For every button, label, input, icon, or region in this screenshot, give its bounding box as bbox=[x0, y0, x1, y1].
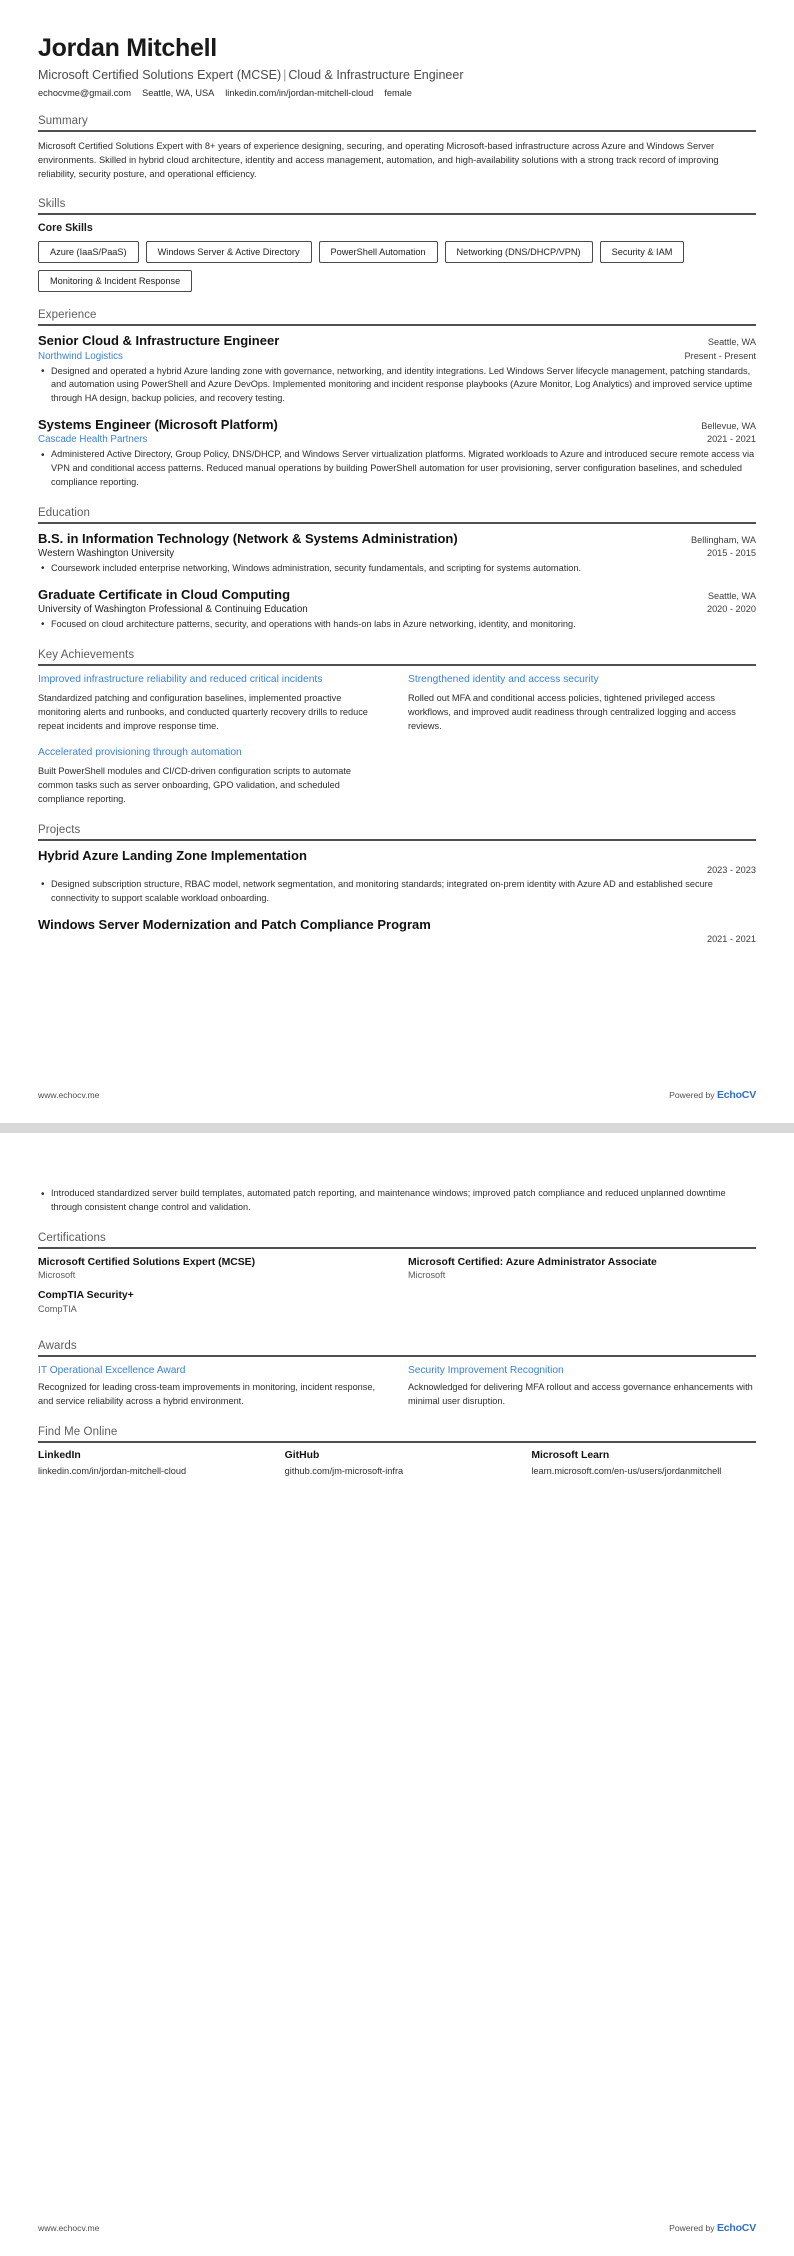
skill-chip: Networking (DNS/DHCP/VPN) bbox=[445, 241, 593, 263]
section-title-education: Education bbox=[38, 506, 91, 519]
section-title-achievements: Key Achievements bbox=[38, 648, 135, 661]
footer-site[interactable]: www.echocv.me bbox=[38, 2223, 100, 2233]
experience-dates: Present - Present bbox=[684, 350, 756, 361]
education-entry bbox=[38, 587, 756, 632]
candidate-headline bbox=[38, 68, 756, 82]
online-link-url[interactable]: github.com/jm-microsoft-infra bbox=[284, 1465, 404, 1476]
headline-separator: | bbox=[283, 67, 287, 82]
bullet-item: • Designed subscription structure, RBAC model, network segmentation, and monitoring standards; integrated on-prem identity with Azure AD and established secure connectivity to support scalable workload onboarding. bbox=[51, 878, 756, 906]
section-title-certifications: Certifications bbox=[38, 1231, 106, 1244]
online-link-label: LinkedIn bbox=[38, 1449, 81, 1461]
certification-item bbox=[38, 1256, 386, 1281]
online-link-label: GitHub bbox=[284, 1449, 320, 1461]
certification-name: Microsoft Certified: Azure Administrator Associate bbox=[408, 1256, 657, 1268]
section-title-online: Find Me Online bbox=[38, 1425, 118, 1438]
project-name: Windows Server Modernization and Patch Compliance Program bbox=[38, 916, 431, 932]
section-title-skills: Skills bbox=[38, 198, 66, 211]
resume-page-1 bbox=[0, 0, 794, 1123]
resume-page-2 bbox=[0, 1133, 794, 2256]
section-certifications bbox=[38, 1232, 756, 1323]
section-title-summary: Summary bbox=[38, 114, 88, 127]
certification-issuer: CompTIA bbox=[38, 1303, 77, 1314]
certifications-column-left bbox=[38, 1256, 386, 1323]
section-divider bbox=[38, 1441, 756, 1443]
award-body: Acknowledged for delivering MFA rollout and access governance enhancements with minimal user disruption. bbox=[408, 1382, 753, 1407]
section-skills bbox=[38, 198, 756, 292]
project-entry bbox=[38, 917, 756, 944]
achievement-title: Accelerated provisioning through automation bbox=[38, 746, 242, 758]
education-degree: B.S. in Information Technology (Network & Systems Administration) bbox=[38, 530, 458, 546]
section-divider bbox=[38, 130, 756, 132]
section-title-projects: Projects bbox=[38, 823, 81, 836]
award-title: IT Operational Excellence Award bbox=[38, 1364, 186, 1376]
project-name: Hybrid Azure Landing Zone Implementation bbox=[38, 847, 307, 863]
section-title-experience: Experience bbox=[38, 309, 97, 322]
certifications-grid bbox=[38, 1256, 756, 1323]
skill-chip: Monitoring & Incident Response bbox=[38, 270, 192, 292]
project-dates: 2021 - 2021 bbox=[706, 933, 756, 944]
certification-issuer: Microsoft bbox=[38, 1270, 76, 1281]
skill-chip: PowerShell Automation bbox=[319, 241, 438, 263]
bullet-item: • Introduced standardized server build templates, automated patch reporting, and maintenance windows; improved patch compliance and reduced unplanned downtime through consistent change control and validation. bbox=[51, 1187, 756, 1215]
achievement-item bbox=[38, 673, 386, 734]
education-dates: 2020 - 2020 bbox=[706, 603, 756, 614]
online-link-label: Microsoft Learn bbox=[531, 1449, 610, 1461]
section-summary bbox=[38, 115, 756, 181]
certification-item bbox=[38, 1289, 386, 1314]
project-dates: 2023 - 2023 bbox=[706, 864, 756, 875]
certifications-column-right bbox=[408, 1256, 756, 1323]
achievement-body: Built PowerShell modules and CI/CD-driven configuration scripts to automate common tasks such as server onboarding, GPO validation, and scheduled compliance reporting. bbox=[38, 766, 352, 804]
experience-bullets bbox=[38, 365, 756, 406]
awards-grid bbox=[38, 1364, 756, 1409]
skill-chip: Security & IAM bbox=[600, 241, 685, 263]
education-school: University of Washington Professional & Continuing Education bbox=[38, 603, 308, 615]
achievement-item bbox=[38, 746, 386, 807]
section-divider bbox=[38, 1355, 756, 1357]
footer-brand bbox=[669, 1089, 756, 1101]
contact-linkedin[interactable]: linkedin.com/in/jordan-mitchell-cloud bbox=[225, 87, 374, 98]
section-key-achievements bbox=[38, 649, 756, 807]
achievements-grid bbox=[38, 673, 756, 807]
experience-entry bbox=[38, 417, 756, 490]
section-experience bbox=[38, 309, 756, 489]
bullet-item: • Coursework included enterprise networking, Windows administration, security fundamentals, and scripting for systems automation. bbox=[51, 562, 756, 576]
achievement-body: Standardized patching and configuration baselines, implemented proactive monitoring alerts and runbooks, and conducted quarterly recovery drills to reduce repeat incidents and improve response time. bbox=[38, 693, 368, 731]
online-link-item bbox=[38, 1450, 263, 1478]
achievement-title: Strengthened identity and access security bbox=[408, 673, 599, 685]
bullet-item: • Administered Active Directory, Group Policy, DNS/DHCP, and Windows Server virtualization platforms. Migrated workloads to Azure and introduced secure remote access via VPN and conditional access patterns. Reduced manual operations by building PowerShell automation for user provisioning, server configuration baselines, and scheduled compliance reporting. bbox=[51, 448, 756, 489]
bullet-item: • Designed and operated a hybrid Azure landing zone with governance, networking, and identity integrations. Led Windows Server lifecycle management, patching standards, and automation using PowerShell and Azure DevOps. Implemented monitoring and incident response playbooks (Azure Monitor, Log Analytics) and improved service uptime through HA design, backup policies, and recovery testing. bbox=[51, 365, 756, 406]
footer-powered-by: Powered by bbox=[669, 1090, 717, 1100]
echocv-logo: EchoCV bbox=[716, 1089, 756, 1101]
online-link-item bbox=[531, 1450, 756, 1478]
section-divider bbox=[38, 839, 756, 841]
experience-entry bbox=[38, 333, 756, 406]
section-education bbox=[38, 507, 756, 632]
project-bullets bbox=[38, 878, 756, 906]
experience-company[interactable]: Cascade Health Partners bbox=[38, 434, 148, 446]
education-location: Bellingham, WA bbox=[690, 534, 756, 545]
contact-row bbox=[38, 88, 756, 98]
headline-right: Cloud & Infrastructure Engineer bbox=[288, 67, 464, 82]
project-entry bbox=[38, 848, 756, 906]
page-footer bbox=[38, 1089, 756, 1101]
skill-chip: Windows Server & Active Directory bbox=[146, 241, 312, 263]
contact-email[interactable]: echocvme@gmail.com bbox=[38, 87, 132, 98]
online-link-url[interactable]: linkedin.com/in/jordan-mitchell-cloud bbox=[38, 1465, 187, 1476]
certification-name: Microsoft Certified Solutions Expert (MCSE) bbox=[38, 1256, 256, 1268]
resume-header bbox=[38, 34, 756, 98]
experience-role: Systems Engineer (Microsoft Platform) bbox=[38, 416, 278, 432]
section-divider bbox=[38, 1247, 756, 1249]
footer-brand bbox=[669, 2222, 756, 2234]
project-bullets-continued bbox=[38, 1187, 756, 1215]
page-footer bbox=[38, 2222, 756, 2234]
section-awards bbox=[38, 1340, 756, 1409]
award-title: Security Improvement Recognition bbox=[408, 1364, 564, 1376]
section-divider bbox=[38, 522, 756, 524]
online-link-item bbox=[285, 1450, 510, 1478]
achievement-item bbox=[408, 673, 756, 734]
experience-dates: 2021 - 2021 bbox=[706, 434, 756, 445]
section-find-me-online bbox=[38, 1426, 756, 1478]
certification-issuer: Microsoft bbox=[408, 1270, 446, 1281]
experience-role: Senior Cloud & Infrastructure Engineer bbox=[38, 333, 280, 349]
section-title-awards: Awards bbox=[38, 1339, 77, 1352]
education-bullets bbox=[38, 562, 756, 576]
summary-text: Microsoft Certified Solutions Expert with 8+ years of experience designing, securing, and operating Microsoft-based infrastructure across Azure and Windows Server environments. Skilled in hybrid cloud architecture, identity and access management, automation, and high-availability solutions with a strong track record of improving reliability, security posture, and operational efficiency. bbox=[38, 140, 719, 179]
achievement-title: Improved infrastructure reliability and reduced critical incidents bbox=[38, 673, 323, 685]
online-links-grid bbox=[38, 1450, 756, 1478]
award-body: Recognized for leading cross-team improvements in monitoring, incident response, and service reliability across a hybrid environment. bbox=[38, 1382, 376, 1407]
experience-bullets bbox=[38, 448, 756, 489]
experience-location: Bellevue, WA bbox=[701, 420, 756, 431]
achievements-column-left bbox=[38, 673, 386, 807]
education-degree: Graduate Certificate in Cloud Computing bbox=[38, 586, 291, 602]
achievements-column-right bbox=[408, 673, 756, 807]
echocv-logo: EchoCV bbox=[716, 2222, 756, 2234]
headline-left: Microsoft Certified Solutions Expert (MCSE) bbox=[38, 67, 282, 82]
candidate-name: Jordan Mitchell bbox=[38, 34, 217, 62]
online-link-url[interactable]: learn.microsoft.com/en-us/users/jordanmitchell bbox=[531, 1465, 722, 1476]
contact-location: Seattle, WA, USA bbox=[142, 87, 215, 98]
section-divider bbox=[38, 324, 756, 326]
education-dates: 2015 - 2015 bbox=[706, 547, 756, 558]
bullet-item: • Focused on cloud architecture patterns, security, and operations with hands-on labs in Azure networking, identity, and monitoring. bbox=[51, 618, 756, 632]
experience-location: Seattle, WA bbox=[707, 337, 756, 348]
award-item bbox=[408, 1364, 756, 1409]
education-bullets bbox=[38, 618, 756, 632]
education-school: Western Washington University bbox=[38, 547, 175, 559]
certification-name: CompTIA Security+ bbox=[38, 1290, 134, 1302]
section-projects bbox=[38, 824, 756, 944]
award-item bbox=[38, 1364, 386, 1409]
education-entry bbox=[38, 531, 756, 576]
footer-powered-by: Powered by bbox=[669, 2223, 717, 2233]
skill-chip: Azure (IaaS/PaaS) bbox=[38, 241, 139, 263]
achievement-body: Rolled out MFA and conditional access policies, tightened privileged access workflows, and improved audit readiness through centralized logging and access reviews. bbox=[408, 693, 736, 731]
skill-chip-list bbox=[38, 241, 756, 292]
certification-item bbox=[408, 1256, 756, 1281]
page-separator bbox=[0, 1123, 794, 1133]
footer-site[interactable]: www.echocv.me bbox=[38, 1090, 100, 1100]
section-divider bbox=[38, 213, 756, 215]
skills-group-title: Core Skills bbox=[38, 222, 93, 235]
contact-gender: female bbox=[384, 87, 412, 98]
experience-company[interactable]: Northwind Logistics bbox=[38, 350, 123, 362]
section-divider bbox=[38, 664, 756, 666]
education-location: Seattle, WA bbox=[707, 590, 756, 601]
